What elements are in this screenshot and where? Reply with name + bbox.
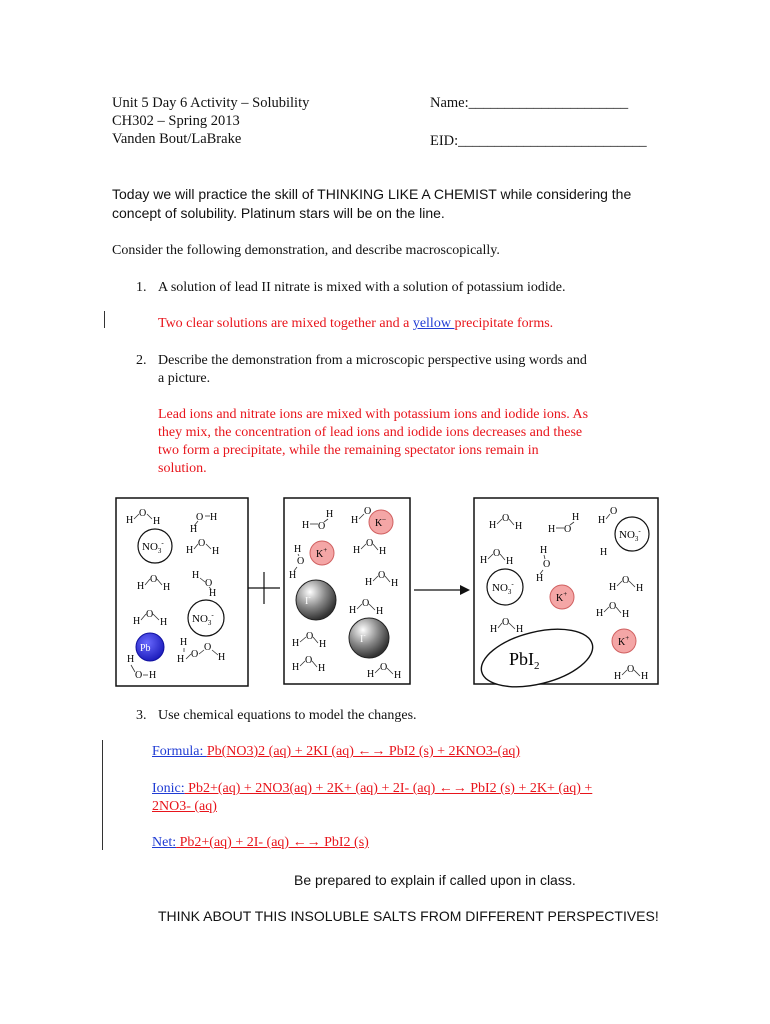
- ionic-eq-1: Pb2+(aq) + 2NO3(aq) + 2K+ (aq) + 2I- (aq) ←→ PbI2 (s) + 2K+ (aq) +: [184, 781, 593, 796]
- formula-label: Formula:: [152, 744, 207, 759]
- intro-line-1: Today we will practice the skill of THINKING LIKE A CHEMIST while considering the: [112, 186, 632, 202]
- water-o: O: [366, 538, 374, 549]
- closing-note: THINK ABOUT THIS INSOLUBLE SALTS FROM DIFFERENT PERSPECTIVES!: [158, 908, 659, 924]
- water-h: H: [489, 520, 497, 531]
- q1-text: A solution of lead II nitrate is mixed with a solution of potassium iodide.: [158, 280, 566, 295]
- water-o: O: [204, 642, 212, 653]
- water-h: H: [210, 512, 218, 523]
- water-h: H: [318, 663, 326, 674]
- q3-number: 3.: [136, 708, 147, 723]
- water-o: O: [139, 508, 147, 519]
- water-h: H: [609, 582, 617, 593]
- water-h: H: [192, 570, 200, 581]
- iodide-ion: [349, 618, 389, 658]
- water-h: H: [394, 670, 402, 681]
- header-course: CH302 – Spring 2013: [112, 113, 240, 129]
- water-h: H: [349, 605, 357, 616]
- q2-line-2: a picture.: [158, 371, 211, 386]
- water-h: H: [180, 637, 188, 648]
- water-o: O: [196, 512, 204, 523]
- ionic-equation-1: [152, 780, 592, 798]
- water-h: H: [365, 577, 373, 588]
- water-h: H: [540, 545, 548, 556]
- water-h: H: [289, 570, 297, 581]
- water-h: H: [137, 581, 145, 592]
- water-o: O: [362, 598, 370, 609]
- potassium-label: K+: [618, 634, 630, 648]
- q3-text: Use chemical equations to model the changes.: [158, 708, 417, 723]
- water-h: H: [212, 546, 220, 557]
- water-h: H: [292, 638, 300, 649]
- water-h: H: [490, 624, 498, 635]
- water-h: H: [126, 515, 134, 526]
- q2-line-1: Describe the demonstration from a microscopic perspective using words and: [158, 353, 587, 368]
- water-h: H: [153, 516, 161, 527]
- water-h: H: [376, 606, 384, 617]
- water-h: H: [190, 524, 198, 535]
- water-h: H: [622, 609, 630, 620]
- water-o: O: [364, 506, 372, 517]
- formula-eq: Pb(NO3)2 (aq) + 2KI (aq) ←→ PbI2 (s) + 2KNO3-(aq): [206, 744, 521, 759]
- water-h: H: [351, 515, 359, 526]
- water-h: H: [353, 545, 361, 556]
- water-h: H: [163, 582, 171, 593]
- water-h: H: [127, 654, 135, 665]
- water-h: H: [548, 524, 556, 535]
- ionic-label: Ionic:: [152, 781, 185, 796]
- ionic-equation-2: 2NO3- (aq): [152, 799, 217, 814]
- nitrate-label: $NO_3^-$: [142, 539, 164, 555]
- water-o: O: [378, 570, 386, 581]
- water-h: H: [367, 669, 375, 680]
- reaction-arrowhead: [460, 585, 470, 595]
- revision-bar: [104, 311, 105, 328]
- formula-equation: [152, 743, 520, 761]
- water-h: H: [614, 671, 622, 682]
- q2-number: 2.: [136, 353, 147, 368]
- water-o: O: [502, 617, 510, 628]
- water-h: H: [598, 515, 606, 526]
- potassium-label: K+: [316, 546, 328, 560]
- net-label: Net:: [152, 835, 177, 850]
- water-h: H: [302, 520, 310, 531]
- potassium-label: K–: [375, 515, 386, 529]
- nitrate-label: $NO_3^-$: [492, 580, 514, 596]
- water-o: O: [502, 513, 510, 524]
- water-h: H: [218, 652, 226, 663]
- q1-answer-after: precipitate forms.: [454, 316, 554, 331]
- water-o: O: [622, 575, 630, 586]
- water-h: H: [516, 624, 524, 635]
- water-h: H: [636, 583, 644, 594]
- water-h: H: [292, 662, 300, 673]
- revision-bar: [102, 740, 103, 850]
- header-title: Unit 5 Day 6 Activity – Solubility: [112, 95, 310, 111]
- water-h: H: [326, 509, 334, 520]
- q2-answer-2: they mix, the concentration of lead ions and iodide ions decreases and these: [158, 425, 583, 440]
- water-h: H: [572, 512, 580, 523]
- potassium-label: K+: [556, 590, 568, 604]
- header-instructors: Vanden Bout/LaBrake: [112, 131, 242, 147]
- water-h: H: [596, 608, 604, 619]
- water-o: O: [297, 556, 305, 567]
- water-o: O: [191, 649, 199, 660]
- water-o: O: [305, 655, 313, 666]
- water-h: H: [177, 654, 185, 665]
- q2-answer-4: solution.: [158, 461, 207, 476]
- prepared-note: Be prepared to explain if called upon in class.: [294, 872, 576, 888]
- intro-line-2: concept of solubility. Platinum stars will be on the line.: [112, 205, 445, 221]
- microscopic-figure: [0, 490, 770, 690]
- water-h: H: [186, 545, 194, 556]
- water-o: O: [146, 609, 154, 620]
- nitrate-label: $NO_3^-$: [619, 527, 641, 543]
- water-o: O: [627, 664, 635, 675]
- nitrate-label: $NO_3^-$: [192, 611, 214, 627]
- q1-answer-before: Two clear solutions are mixed together and a: [158, 316, 413, 331]
- q2-answer-1: Lead ions and nitrate ions are mixed with potassium ions and iodide ions. As: [158, 407, 589, 422]
- water-h: H: [379, 546, 387, 557]
- lead-label: Pb: [140, 643, 151, 654]
- water-o: O: [150, 574, 158, 585]
- q1-answer: [158, 315, 553, 333]
- water-h: H: [515, 521, 523, 532]
- water-o: O: [306, 631, 314, 642]
- water-o: O: [610, 506, 618, 517]
- iodide-ion: [296, 580, 336, 620]
- water-h: H: [641, 671, 649, 682]
- water-h: H: [600, 547, 608, 558]
- water-o: O: [564, 524, 572, 535]
- water-o: O: [318, 521, 326, 532]
- water-o: O: [205, 578, 213, 589]
- precipitate-label: PbI$_2$: [509, 649, 540, 672]
- water-h: H: [319, 639, 327, 650]
- water-h: H: [209, 588, 217, 599]
- water-h: H: [133, 616, 141, 627]
- water-h: H: [391, 578, 399, 589]
- water-o: O: [493, 548, 501, 559]
- water-h: H: [160, 617, 168, 628]
- water-o: O: [609, 601, 617, 612]
- eid-field-label: EID:__________________________: [430, 133, 647, 149]
- net-eq: Pb2+(aq) + 2I- (aq) ←→ PbI2 (s): [176, 835, 369, 850]
- water-o: O: [543, 559, 551, 570]
- iodide-label: I-: [360, 631, 366, 645]
- water-h: H: [536, 573, 544, 584]
- water-o: O: [380, 662, 388, 673]
- net-equation: [152, 834, 369, 852]
- q2-answer-3: two form a precipitate, while the remaining spectator ions remain in: [158, 443, 539, 458]
- q1-number: 1.: [136, 280, 147, 295]
- q1-answer-link: yellow: [412, 316, 455, 331]
- consider-text: Consider the following demonstration, and describe macroscopically.: [112, 243, 500, 258]
- water-h: H: [480, 555, 488, 566]
- water-h: H: [149, 670, 157, 681]
- water-o: O: [198, 538, 206, 549]
- iodide-label: I-: [305, 593, 311, 607]
- name-field-label: Name:______________________: [430, 95, 629, 111]
- water-o: O: [135, 670, 143, 681]
- water-h: H: [506, 556, 514, 567]
- water-h: H: [294, 544, 302, 555]
